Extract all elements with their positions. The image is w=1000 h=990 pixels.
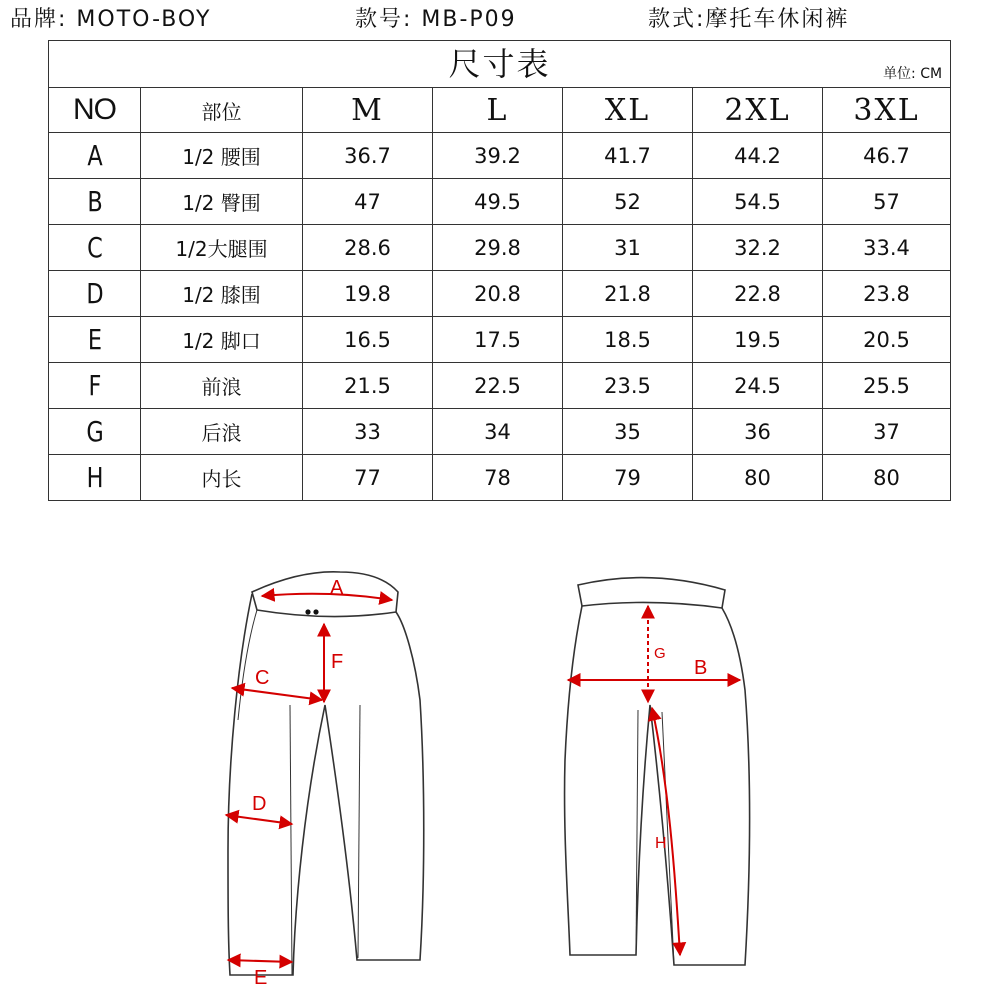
label-f: F [331, 651, 344, 673]
cell-value: 44.2 [693, 133, 823, 179]
row-code: A [58, 133, 132, 179]
cell-value: 80 [693, 455, 823, 501]
header-bar [0, 0, 1000, 36]
cell-value: 24.5 [693, 363, 823, 409]
cell-value: 49.5 [433, 179, 563, 225]
cell-value: 52 [563, 179, 693, 225]
cell-value: 77 [303, 455, 433, 501]
cell-value: 54.5 [693, 179, 823, 225]
size-chart-table [48, 40, 951, 501]
cell-value: 23.8 [823, 271, 951, 317]
row-code: C [58, 225, 132, 271]
header-row [49, 88, 951, 133]
row-code: G [58, 409, 132, 455]
cell-value: 31 [563, 225, 693, 271]
cell-value: 22.8 [693, 271, 823, 317]
row-part: 1/2 膝围 [141, 271, 303, 317]
label-h: H [655, 835, 667, 852]
cell-value: 29.8 [433, 225, 563, 271]
cell-value: 20.8 [433, 271, 563, 317]
row-part: 1/2大腿围 [141, 225, 303, 271]
pants-measurement-diagram [0, 560, 1000, 990]
table-row [49, 271, 951, 317]
table-row [49, 363, 951, 409]
cell-value: 79 [563, 455, 693, 501]
cell-value: 22.5 [433, 363, 563, 409]
back-pants-outline [565, 578, 750, 965]
cell-value: 23.5 [563, 363, 693, 409]
cell-value: 33.4 [823, 225, 951, 271]
label-e: E [254, 967, 268, 989]
cell-value: 47 [303, 179, 433, 225]
row-code: E [58, 317, 132, 363]
cell-value: 19.8 [303, 271, 433, 317]
front-measure-lines [226, 594, 392, 962]
style-text: 款式:摩托车休闲裤 [648, 7, 850, 32]
label-a: A [330, 577, 344, 599]
cell-value: 78 [433, 455, 563, 501]
column-header-m: M [303, 88, 433, 133]
table-row [49, 179, 951, 225]
cell-value: 21.5 [303, 363, 433, 409]
front-pants-outline [228, 572, 424, 975]
row-code: F [58, 363, 132, 409]
row-code: D [58, 271, 132, 317]
label-g: G [654, 645, 666, 662]
row-part: 内长 [141, 455, 303, 501]
cell-value: 33 [303, 409, 433, 455]
column-header-no: NO [49, 88, 141, 133]
measure-line-h [652, 708, 680, 955]
row-part: 后浪 [141, 409, 303, 455]
button-icon [305, 609, 310, 614]
row-part: 1/2 腰围 [141, 133, 303, 179]
table-row [49, 409, 951, 455]
unit-label: 单位: CM [883, 66, 943, 82]
cell-value: 34 [433, 409, 563, 455]
measure-line-c [232, 688, 322, 700]
cell-value: 21.8 [563, 271, 693, 317]
cell-value: 39.2 [433, 133, 563, 179]
column-header-part: 部位 [141, 88, 303, 133]
row-code: H [58, 455, 132, 501]
cell-value: 36.7 [303, 133, 433, 179]
column-header-l: L [433, 88, 563, 133]
row-part: 前浪 [141, 363, 303, 409]
measure-line-d [226, 815, 292, 824]
cell-value: 17.5 [433, 317, 563, 363]
cell-value: 19.5 [693, 317, 823, 363]
button-icon [313, 609, 318, 614]
cell-value: 28.6 [303, 225, 433, 271]
cell-value: 35 [563, 409, 693, 455]
label-b: B [694, 657, 708, 679]
model-number-text: 款号: MB-P09 [355, 7, 517, 32]
cell-value: 36 [693, 409, 823, 455]
cell-value: 18.5 [563, 317, 693, 363]
measure-line-a [262, 594, 392, 600]
cell-value: 32.2 [693, 225, 823, 271]
measure-line-e [228, 960, 292, 962]
column-header-xl: XL [563, 88, 693, 133]
label-d: D [252, 793, 267, 815]
table-title: 尺寸表 [448, 45, 551, 83]
table-row [49, 455, 951, 501]
column-header-3xl: 3XL [823, 88, 951, 133]
row-part: 1/2 脚口 [141, 317, 303, 363]
table-row [49, 133, 951, 179]
cell-value: 20.5 [823, 317, 951, 363]
cell-value: 57 [823, 179, 951, 225]
cell-value: 37 [823, 409, 951, 455]
column-header-2xl: 2XL [693, 88, 823, 133]
cell-value: 80 [823, 455, 951, 501]
cell-value: 25.5 [823, 363, 951, 409]
brand-text: 品牌: MOTO-BOY [10, 7, 212, 32]
table-row [49, 225, 951, 271]
table-title-cell [49, 41, 951, 88]
cell-value: 16.5 [303, 317, 433, 363]
cell-value: 41.7 [563, 133, 693, 179]
row-part: 1/2 臀围 [141, 179, 303, 225]
cell-value: 46.7 [823, 133, 951, 179]
label-c: C [255, 667, 270, 689]
row-code: B [58, 179, 132, 225]
table-row [49, 317, 951, 363]
